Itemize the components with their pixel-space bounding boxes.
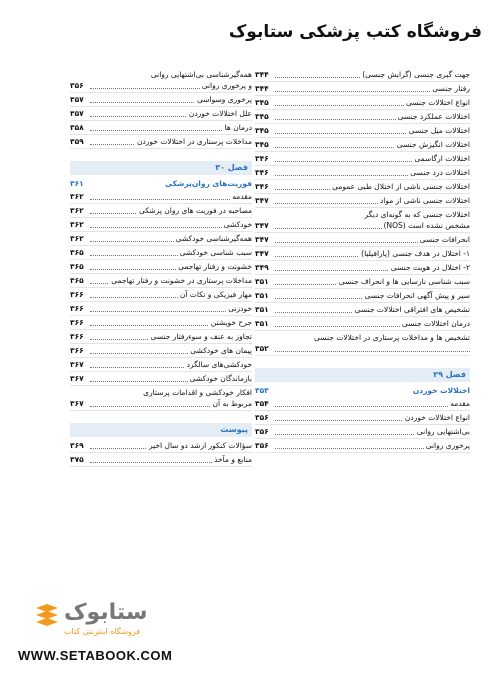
toc-entry-title: درمان اختلالات جنسی [401,319,470,328]
toc-entry [255,439,470,453]
toc-entry-title: سبب شناسی نارسایی ها و انحراف جنسی [338,277,470,286]
toc-entry-page: ۳۵۶ [255,427,269,436]
toc-entry-title: تجاوز به عنف و سوء‌رفتار جنسی [150,332,252,341]
toc-entry-title: اختلالات جنسی که به گونه‌ای دیگر [364,210,470,219]
toc-entry-title: تشخیص ها و مداخلات پرستاری در اختلالات جنسی [314,333,470,342]
toc-entry-page: ۳۴۷ [255,221,269,230]
toc-entry [70,246,252,260]
toc-entry [70,344,252,358]
toc-entry-title: سبب شناسی خودکشی [179,248,252,257]
toc-entry [255,331,470,342]
toc-entry-page: ۳۷۵ [70,455,84,464]
toc-entry [255,261,470,275]
toc-entry-title: سیر و پیش آگهی انحرافات جنسی [364,291,470,300]
toc-entry-page: ۳۴۶ [255,182,269,191]
toc-entry [255,342,470,356]
toc-entry-title: انحرافات جنسی [419,235,470,244]
toc-entry-title: و پرخوری روانی [201,81,252,90]
toc-entry-page: ۳۶۲ [70,234,84,243]
toc-entry-page: ۳۵۴ [255,399,269,408]
toc-entry [255,411,470,425]
toc-entry [255,82,470,96]
toc-entry [70,439,252,453]
toc-entry [70,274,252,288]
toc-entry [70,397,252,411]
setabook-logo [36,600,186,640]
toc-entry [255,138,470,152]
toc-entry-title: همه‌گیرشناسی بی‌اشتهایی روانی [150,70,252,79]
toc-entry-title: پیمان های خودکشی [190,346,252,355]
toc-entry-page: ۳۴۷ [255,235,269,244]
chapter-29-heading: فصل ۲۹ [255,368,470,382]
toc-entry-page: ۳۴۶ [255,154,269,163]
toc-entry-page: ۳۶۲ [70,220,84,229]
toc-entry [70,302,252,316]
chapter-30-heading: فصل ۳۰ [70,161,252,175]
toc-entry-page: ۳۵۹ [70,137,84,146]
toc-entry-title: اختلالات درد جنسی [410,168,470,177]
toc-entry [255,317,470,331]
appendix-heading: پیوست [70,423,252,437]
toc-entry [255,194,470,208]
book-stack-icon [36,604,58,630]
toc-entry-title: همه‌گیرشناسی خودکشی [175,234,252,243]
toc-entry-title: اختلالات خوردن [412,386,470,395]
toc-entry-title: مهار فیزیکی و نکات آن [179,290,252,299]
toc-entry-title: خودکشی‌های سالگرد [186,360,252,369]
toc-entry [255,166,470,180]
toc-entry-page: ۳۵۲ [255,344,269,353]
toc-entry-page: ۳۵۸ [70,123,84,132]
toc-entry [70,260,252,274]
website-url[interactable]: WWW.SETABOOK.COM [18,648,173,663]
toc-entry-page: ۳۵۳ [255,386,269,395]
toc-right-column [255,68,470,453]
toc-entry [70,453,252,467]
toc-entry-title: پرخوری روانی [425,441,470,450]
toc-entry [255,247,470,261]
toc-entry [255,124,470,138]
toc-entry-page: ۳۶۶ [70,346,84,355]
toc-entry [255,233,470,247]
toc-entry-page: ۳۶۶ [70,290,84,299]
toc-entry-title: پرخوری وسواسی [196,95,252,104]
toc-entry [70,177,252,190]
toc-entry [255,68,470,82]
toc-entry-page: ۳۶۷ [70,399,84,408]
toc-entry-title: مشخص نشده است (NOS) [383,221,470,230]
toc-entry-title: رفتار جنسی [432,84,470,93]
toc-entry [255,275,470,289]
logo-text: ستابوک [64,600,148,625]
toc-entry-page: ۳۶۵ [70,248,84,257]
logo-subtitle: فروشگاه اینترنتی کتاب [64,627,141,636]
toc-entry-title: مقدمه [232,192,252,201]
toc-entry [255,219,470,233]
toc-entry-title: ۱- اختلال در هدف جنسی (پارافیلیا) [361,249,470,258]
toc-entry-page: ۳۵۷ [70,109,84,118]
toc-entry-page: ۳۴۹ [255,263,269,272]
toc-entry-page: ۳۶۷ [70,374,84,383]
toc-entry-page: ۳۶۱ [70,179,84,188]
toc-entry [70,121,252,135]
toc-entry-page: ۳۶۵ [70,276,84,285]
toc-entry-title: مداخلات پرستاری در خشونت و رفتار تهاجمی [111,276,252,285]
toc-entry-page: ۳۴۵ [255,112,269,121]
toc-entry-page: ۳۵۱ [255,291,269,300]
toc-entry-title: جرح خویشتن [210,318,252,327]
toc-entry-title: خشونت و رفتار تهاجمی [178,262,252,271]
toc-entry [255,208,470,219]
toc-entry-title: اختلالات جنسی ناشی از مواد [379,196,470,205]
toc-entry-page: ۳۵۱ [255,277,269,286]
toc-entry-page: ۳۶۲ [70,192,84,201]
toc-entry-title: بی‌اشتهایی روانی [416,427,470,436]
toc-entry-page: ۳۵۱ [255,305,269,314]
toc-entry [70,190,252,204]
toc-entry-page: ۳۴۶ [255,168,269,177]
toc-entry [70,107,252,121]
toc-entry-title: سؤالات کنکور ارشد دو سال اخیر [148,441,252,450]
toc-entry-page: ۳۴۵ [255,140,269,149]
toc-entry-title: اختلالات میل جنسی [408,126,470,135]
toc-entry-page: ۳۵۶ [255,441,269,450]
toc-entry-title: بازماندگان خودکشی [189,374,252,383]
toc-entry-page: ۳۴۵ [255,126,269,135]
toc-entry-page: ۳۶۹ [70,441,84,450]
toc-entry-title: ۲- اختلال در هویت جنسی [390,263,470,272]
toc-entry-title: مقدمه [450,399,470,408]
toc-entry-page: ۳۶۶ [70,304,84,313]
toc-entry-title: فوریت‌های روان‌پزشکی [165,179,252,188]
toc-entry-page: ۳۶۶ [70,332,84,341]
toc-entry [70,372,252,386]
toc-entry [70,330,252,344]
toc-entry-page: ۳۵۱ [255,319,269,328]
toc-entry [255,397,470,411]
page-title: فروشگاه کتب پزشکی ستابوک [228,22,482,42]
toc-entry-title: اختلالات عملکرد جنسی [397,112,470,121]
toc-entry-title: جهت گیری جنسی (گرایش جنسی) [362,70,470,79]
toc-entry [255,110,470,124]
toc-entry [70,93,252,107]
toc-entry [70,316,252,330]
toc-entry-page: ۳۴۴ [255,84,269,93]
toc-entry-title: افکار خودکشی و اقدامات پرستاری [143,388,252,397]
toc-entry-title: اختلالات انگیزش جنسی [396,140,470,149]
toc-entry-title: علل اختلالات خوردن [188,109,252,118]
toc-entry-page: ۳۶۷ [70,360,84,369]
toc-entry-title: اختلالات جنسی ناشی از اختلال طبی عمومی [332,182,470,191]
toc-entry [70,68,252,79]
toc-entry [70,358,252,372]
toc-entry-page: ۳۴۷ [255,196,269,205]
toc-entry [255,180,470,194]
toc-entry-page: ۳۶۶ [70,318,84,327]
toc-entry-title: اختلالات ارگاسمی [414,154,470,163]
toc-entry [70,232,252,246]
toc-entry-title: انواع اختلالات خوردن [404,413,470,422]
toc-entry-page: ۳۵۶ [255,413,269,422]
toc-entry-page: ۳۵۶ [70,81,84,90]
toc-entry [255,425,470,439]
toc-entry-page: ۳۶۲ [70,206,84,215]
toc-left-column [70,68,252,467]
toc-entry [70,79,252,93]
toc-entry-title: مداخلات پرستاری در اختلالات خوردن [136,137,252,146]
toc-entry-title: خودکشی [223,220,252,229]
toc-entry-page: ۳۶۵ [70,262,84,271]
toc-entry-title: انواع اختلالات جنسی [405,98,470,107]
toc-entry-title: منابع و مآخذ [214,455,252,464]
toc-entry-page: ۳۴۵ [255,98,269,107]
toc-entry [255,96,470,110]
toc-entry-title: مصاحبه در فوریت های روان پزشکی [139,206,252,215]
toc-entry [255,289,470,303]
toc-entry-page: ۳۴۷ [255,249,269,258]
toc-entry-title: خودزنی [228,304,252,313]
toc-entry [255,152,470,166]
toc-entry [255,384,470,397]
toc-entry [70,386,252,397]
toc-entry-page: ۳۵۷ [70,95,84,104]
toc-entry-title: تشخیص های افتراقی اختلالات جنسی [354,305,470,314]
toc-entry-title: مربوط به آن [212,399,252,408]
toc-entry [70,204,252,218]
toc-entry [70,218,252,232]
toc-entry [255,303,470,317]
toc-entry-title: درمان ها [224,123,252,132]
toc-entry-page: ۳۴۴ [255,70,269,79]
toc-entry [70,135,252,149]
toc-entry [70,288,252,302]
